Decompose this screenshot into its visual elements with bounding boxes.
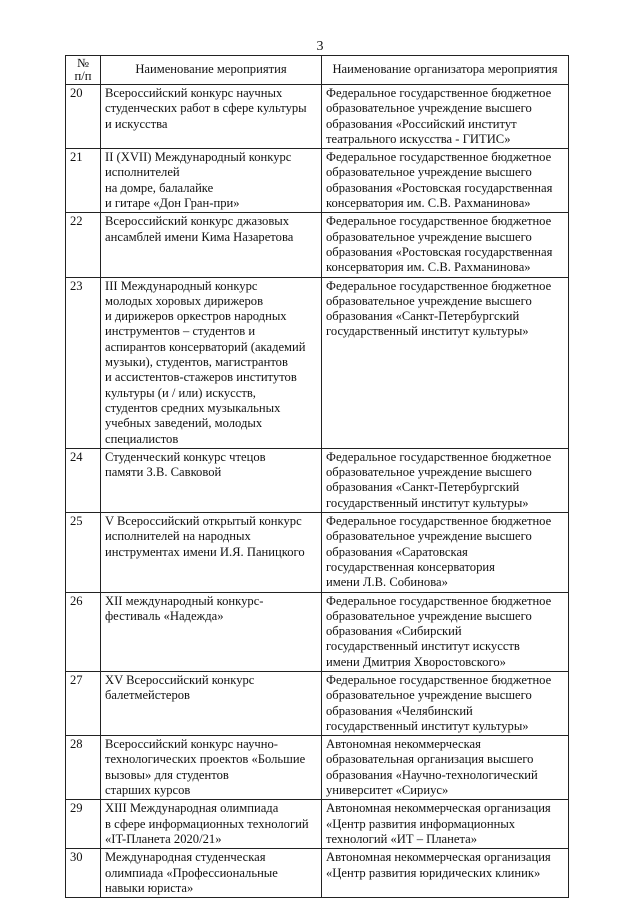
organizer-cell — [322, 849, 569, 898]
row-number-cell — [66, 800, 101, 849]
organizer-cell — [322, 513, 569, 592]
row-number-cell-text: 25 — [70, 514, 83, 529]
header-organizer: Наименование организатора мероприятия — [322, 56, 569, 85]
row-number-cell-text: 30 — [70, 850, 83, 865]
table-row — [66, 85, 569, 149]
organizer-cell-text: Автономная некоммерческая образовательная организация высшего образования «Научно-технологический университет «Сириус» — [326, 737, 538, 798]
row-number-cell-text: 27 — [70, 672, 83, 687]
event-name-cell — [101, 85, 322, 149]
header-number: № п/п — [66, 56, 101, 85]
event-name-cell-text: Студенческий конкурс чтецов памяти З.В. Савковой — [105, 449, 266, 480]
table-row — [66, 448, 569, 512]
event-name-cell-text: II (XVII) Международный конкурс исполнителей на домре, балалайке и гитаре «Дон Гран-при» — [105, 150, 292, 211]
row-number-cell-text: 20 — [70, 86, 83, 100]
organizer-cell — [322, 671, 569, 735]
event-name-cell-text: XII международный конкурс- фестиваль «Надежда» — [105, 593, 264, 623]
organizer-cell-text: Федеральное государственное бюджетное образовательное учреждение высшего образования «Саратовская государственная консерватория имени Л.В. Собинова» — [326, 514, 552, 590]
table-row — [66, 800, 569, 849]
row-number-cell — [66, 213, 101, 277]
organizer-cell-text: Федеральное государственное бюджетное образовательное учреждение высшего образования «Санкт-Петербургский государственный институт культуры» — [326, 449, 552, 510]
row-number-cell-text: 28 — [70, 737, 83, 752]
organizer-cell — [322, 448, 569, 512]
row-number-cell — [66, 448, 101, 512]
organizer-cell — [322, 800, 569, 849]
row-number-cell — [66, 85, 101, 149]
row-number-cell — [66, 592, 101, 671]
events-table — [65, 55, 569, 898]
organizer-cell-text: Автономная некоммерческая организация «Центр развития информационных технологий «ИТ – Планета» — [326, 801, 551, 846]
table-header — [66, 56, 569, 85]
event-name-cell-text: III Международный конкурс молодых хоровых дирижеров и дирижеров оркестров народных инструментов – студентов и аспирантов консерваторий (академий музыки), студентов, магистрантов и ассистентов-стажеров институтов культуры (и / или) искусств, студентов средних музыкальных учебных заведений, молодых специалистов — [105, 278, 306, 446]
header-event-name: Наименование мероприятия — [101, 56, 322, 85]
row-number-cell — [66, 149, 101, 213]
event-name-cell — [101, 448, 322, 512]
event-name-cell — [101, 592, 322, 671]
organizer-cell-text: Автономная некоммерческая организация «Центр развития юридических клиник» — [326, 850, 551, 880]
row-number-cell — [66, 513, 101, 592]
row-number-cell-text: 22 — [70, 214, 83, 229]
event-name-cell — [101, 513, 322, 592]
organizer-cell-text: Федеральное государственное бюджетное образовательное учреждение высшего образования «Ростовская государственная консерватория им. С.В. Рахманинова» — [326, 214, 553, 275]
organizer-cell-text: Федеральное государственное бюджетное образовательное учреждение высшего образования «Ростовская государственная консерватория им. С.В. Рахманинова» — [326, 150, 553, 211]
event-name-cell — [101, 671, 322, 735]
row-number-cell — [66, 849, 101, 898]
event-name-cell — [101, 213, 322, 277]
event-name-cell — [101, 800, 322, 849]
event-name-cell-text: Всероссийский конкурс научно- технологических проектов «Большие вызовы» для студентов старших курсов — [105, 737, 306, 798]
row-number-cell-text: 23 — [70, 278, 83, 293]
table-row — [66, 277, 569, 448]
event-name-cell-text: Международная студенческая олимпиада «Профессиональные навыки юриста» — [105, 850, 278, 895]
organizer-cell-text: Федеральное государственное бюджетное образовательное учреждение высшего образования «Сибирский государственный институт искусств имени Дмитрия Хворостовского» — [326, 593, 552, 669]
event-name-cell — [101, 277, 322, 448]
organizer-cell-text: Федеральное государственное бюджетное образовательное учреждение высшего образования «Санкт-Петербургский государственный институт культуры» — [326, 278, 552, 339]
table-row — [66, 213, 569, 277]
table-body — [66, 85, 569, 898]
organizer-cell — [322, 277, 569, 448]
table-row — [66, 849, 569, 898]
organizer-cell — [322, 592, 569, 671]
event-name-cell-text: V Всероссийский открытый конкурс исполнителей на народных инструментах имени И.Я. Паницкого — [105, 514, 305, 559]
row-number-cell-text: 29 — [70, 801, 83, 816]
organizer-cell-text: Федеральное государственное бюджетное образовательное учреждение высшего образования «Российский институт театрального искусства - ГИТИС» — [326, 86, 552, 146]
row-number-cell — [66, 671, 101, 735]
row-number-cell-text: 21 — [70, 150, 83, 165]
organizer-cell — [322, 213, 569, 277]
table-row — [66, 592, 569, 671]
row-number-cell-text: 26 — [70, 593, 83, 608]
table-row — [66, 513, 569, 592]
event-name-cell — [101, 849, 322, 898]
table-row — [66, 671, 569, 735]
table-row — [66, 736, 569, 800]
row-number-cell-text: 24 — [70, 449, 83, 464]
event-name-cell — [101, 149, 322, 213]
page-number: 3 — [316, 39, 324, 54]
header-row — [66, 56, 569, 85]
event-name-cell-text: Всероссийский конкурс научных студенческих работ в сфере культуры и искусства — [105, 86, 307, 131]
organizer-cell — [322, 149, 569, 213]
organizer-cell-text: Федеральное государственное бюджетное образовательное учреждение высшего образования «Челябинский государственный институт культуры» — [326, 672, 552, 733]
event-name-cell-text: XIII Международная олимпиада в сфере информационных технологий «IT-Планета 2020/21» — [105, 801, 309, 846]
organizer-cell — [322, 736, 569, 800]
event-name-cell-text: Всероссийский конкурс джазовых ансамблей имени Кима Назаретова — [105, 214, 294, 244]
table-row — [66, 149, 569, 213]
row-number-cell — [66, 277, 101, 448]
organizer-cell — [322, 85, 569, 149]
event-name-cell-text: XV Всероссийский конкурс балетмейстеров — [105, 672, 255, 703]
row-number-cell — [66, 736, 101, 800]
event-name-cell — [101, 736, 322, 800]
